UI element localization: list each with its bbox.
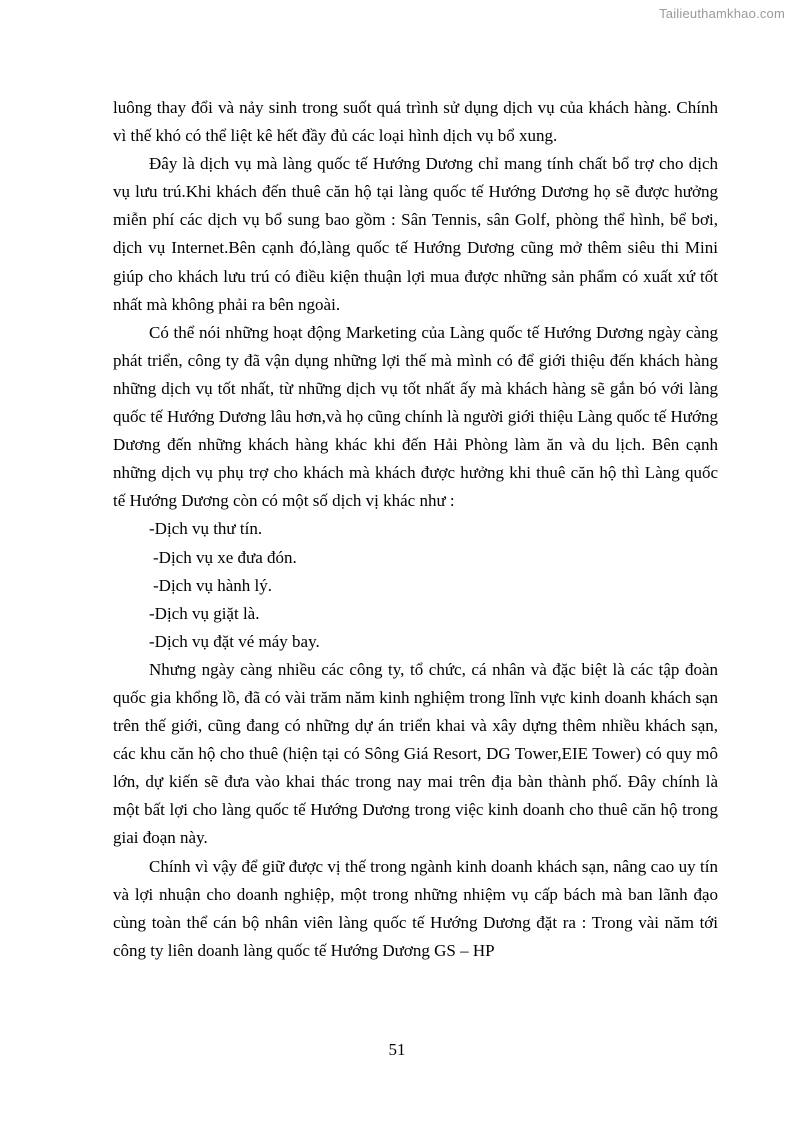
services-list xyxy=(113,515,718,655)
paragraph-competition: Nhưng ngày càng nhiều các công ty, tổ chức, cá nhân và đặc biệt là các tập đoàn quốc gia khổng lồ, đã có vài trăm năm kinh nghiệm trong lĩnh vực kinh doanh khách sạn trên thế giới, cũng đang có những dự án triển khai và xây dựng thêm nhiều khách sạn, các khu căn hộ cho thuê (hiện tại có Sông Giá Resort, DG Tower,EIE Tower) có quy mô lớn, dự kiến sẽ đưa vào khai thác trong nay mai trên địa bàn thành phố. Đây chính là một bất lợi cho làng quốc tế Hướng Dương trong việc kinh doanh cho thuê căn hộ trong giai đoạn này. xyxy=(113,659,718,848)
list-item: -Dịch vụ giặt là. xyxy=(149,603,260,623)
paragraph-marketing: Có thể nói những hoạt động Marketing của Làng quốc tế Hướng Dương ngày càng phát triển, công ty đã vận dụng những lợi thế mà mình có để giới thiệu đến khách hàng những dịch vụ tốt nhất, từ những dịch vụ tốt nhất ấy mà khách hàng sẽ gắn bó với làng quốc tế Hướng Dương lâu hơn,và họ cũng chính là người giới thiệu Làng quốc tế Hướng Dương đến những khách hàng khác khi đến Hải Phòng làm ăn và du lịch. Bên cạnh những dịch vụ phụ trợ cho khách mà khách được hưởng khi thuê căn hộ thì Làng quốc tế Hướng Dương còn có một số dịch vị khác như : xyxy=(113,322,718,511)
list-item: -Dịch vụ thư tín. xyxy=(149,519,263,539)
paragraph-continuation: luông thay đổi và nảy sinh trong suốt quá trình sử dụng dịch vụ của khách hàng. Chính vì thế khó có thể liệt kê hết đầy đủ các loại hình dịch vụ bổ xung. xyxy=(113,98,718,146)
document-body xyxy=(113,94,718,965)
watermark-text: Tailieuthamkhao.com xyxy=(659,6,785,21)
list-item: -Dịch vụ xe đưa đón. xyxy=(153,547,297,567)
list-item: -Dịch vụ đặt vé máy bay. xyxy=(149,631,320,651)
list-item: -Dịch vụ hành lý. xyxy=(153,575,272,595)
page-number: 51 xyxy=(388,1040,406,1059)
paragraph-supplementary-services: Đây là dịch vụ mà làng quốc tế Hướng Dương chỉ mang tính chất bổ trợ cho dịch vụ lưu trú.Khi khách đến thuê căn hộ tại làng quốc tế Hướng Dương họ sẽ được hưởng miễn phí các dịch vụ bổ sung bao gồm : Sân Tennis, sân Golf, phòng thể hình, bể bơi, dịch vụ Internet.Bên cạnh đó,làng quốc tế Hướng Dương cũng mở thêm siêu thi Mini giúp cho khách lưu trú có điều kiện thuận lợi mua được những sản phẩm có xuất xứ tốt nhất mà không phải ra bên ngoài. xyxy=(113,154,718,314)
paragraph-strategy: Chính vì vậy để giữ được vị thế trong ngành kinh doanh khách sạn, nâng cao uy tín và lợi nhuận cho doanh nghiệp, một trong những nhiệm vụ cấp bách mà ban lãnh đạo cùng toàn thể cán bộ nhân viên làng quốc tế Hướng Dương đặt ra : Trong vài năm tới công ty liên doanh làng quốc tế Hướng Dương GS – HP xyxy=(113,856,718,960)
